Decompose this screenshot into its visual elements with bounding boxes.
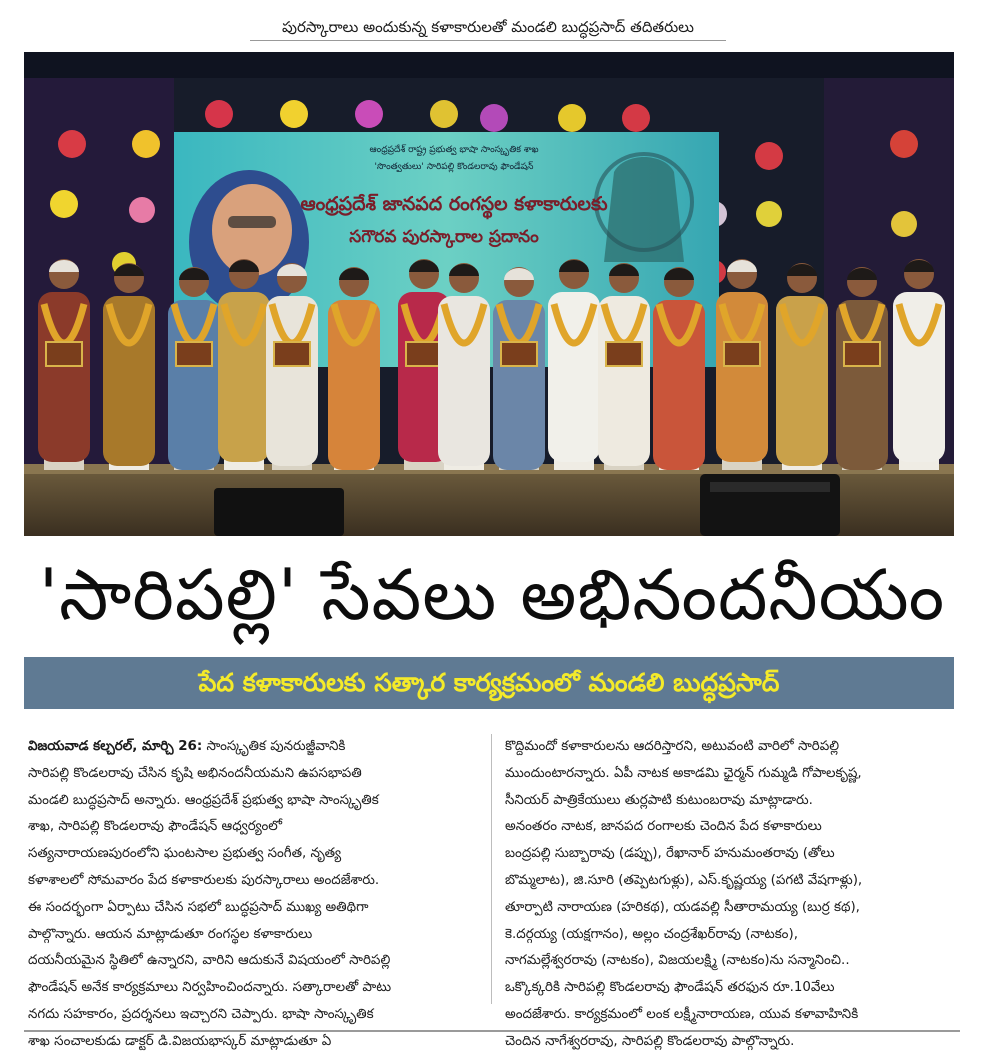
article-line: చెందిన నాగేశ్వరరావు, సారిపల్లి కొండలరావు పాల్గొన్నారు. (505, 1033, 795, 1049)
article-line: ఒక్కొక్కరికి సారిపల్లి కొండలరావు ఫౌండేషన్ తరఫున రూ.10వేలు (505, 980, 835, 996)
article-line: కొద్దిమందో కళాకారులను ఆదరిస్తారని, అటువంటి వారిలో సారిపల్లి (505, 739, 840, 754)
article-line: ఫౌండేషన్ అనేక కార్యక్రమాలు నిర్వహించిందన్నారు. సత్కారాలతో పాటు (28, 980, 392, 996)
banner-title: ఆంధ్రప్రదేశ్ జానపద రంగస్థల కళాకారులకు (300, 193, 608, 215)
article-line: శాఖ, సారిపల్లి కొండలరావు ఫౌండేషన్ ఆధ్వర్యంలో (28, 819, 283, 835)
dateline: విజయవాడ కల్చరల్, మార్చి 26: (28, 739, 203, 754)
article-line: దయనీయమైన స్థితిలో ఉన్నారని, వారిని ఆదుకునే విషయంలో సారిపల్లి (28, 953, 391, 969)
banner-subtitle: సగౌరవ పురస్కారాల ప్రదానం (349, 227, 539, 247)
article-line: మండలి బుద్ధప్రసాద్ అన్నారు. ఆంధ్రప్రదేశ్ ప్రభుత్వ భాషా సాంస్కృతిక (28, 792, 379, 808)
article-line: తూర్పాటి నారాయణ (హరికథ), యడవల్లి సీతారామయ్య (బుర్ర కథ), (505, 899, 860, 915)
subheadline-band (24, 657, 954, 709)
article-line: శాఖ సంచాలకుడు డాక్టర్ డి.విజయభాస్కర్ మాట్లాడుతూ ఏ (28, 1033, 332, 1049)
article-line: బొమ్మలాట), జి.సూరి (తప్పెటగుళ్లు), ఎస్.కృష్ణయ్య (పగటి వేషగాళ్లు), (505, 872, 863, 888)
article-line: ఈ సందర్భంగా ఏర్పాటు చేసిన సభలో బుద్ధప్రసాద్ ముఖ్య అతిథిగా (28, 899, 369, 915)
banner-line-1: ఆంధ్రప్రదేశ్ రాష్ట్ర ప్రభుత్వ భాషా సాంస్కృతిక శాఖ (369, 145, 539, 155)
article-line: నాగమల్లేశ్వరరావు (నాటకం), విజయలక్ష్మి (నాటకం)ను సన్మానించి.. (505, 953, 850, 969)
event-photo (24, 52, 954, 536)
banner-line-2: 'సొంత్వతులు' సారిపల్లి కొండలరావు ఫౌండేషన్ (374, 162, 534, 172)
photo-caption: పురస్కారాలు అందుకున్న కళాకారులతో మండలి బుద్ధప్రసాద్ తదితరులు (250, 14, 726, 41)
article-line: అందజేశారు. కార్యక్రమంలో లంక లక్ష్మీనారాయణ, యువ కళావాహినికి (505, 1006, 859, 1022)
article-lead: సాంస్కృతిక పునరుజ్జీవానికి (202, 739, 346, 754)
column-divider (491, 734, 492, 1004)
article-line: పాల్గొన్నారు. ఆయన మాట్లాడుతూ రంగస్థల కళాకారులు (28, 926, 313, 942)
article-line: ముందుంటారన్నారు. ఏపీ నాటక అకాడమి ఛైర్మన్ గుమ్మడి గోపాలకృష్ణ, (505, 765, 862, 781)
article-column-right (505, 734, 957, 1056)
subheadline: పేద కళాకారులకు సత్కార కార్యక్రమంలో మండలి బుద్ధప్రసాద్ (198, 668, 780, 697)
bottom-rule (24, 1030, 960, 1032)
headline: 'సారిపల్లి' సేవలు అభినందనీయం (38, 554, 946, 636)
article-line: అనంతరం నాటక, జానపద రంగాలకు చెందిన పేద కళాకారులు (505, 819, 822, 835)
article-first-line (28, 734, 480, 761)
article-line: నగదు సహకారం, ప్రదర్శనలు ఇచ్చారని చెప్పారు. భాషా సాంస్కృతిక (28, 1006, 374, 1022)
article-line: కె.దర్గయ్య (యక్షగానం), అల్లం చంద్రశేఖర్‌రావు (నాటకం), (505, 926, 798, 942)
article-line: సీనియర్ పాత్రికేయులు తుర్లపాటి కుటుంబరావు మాట్లాడారు. (505, 792, 813, 808)
article-column-left (28, 734, 480, 1056)
article-line: కళాశాలలో సోమవారం పేద కళాకారులకు పురస్కారాలు అందజేశారు. (28, 872, 380, 888)
article-line: సత్యనారాయణపురంలోని ఘంటసాల ప్రభుత్వ సంగీత, నృత్య (28, 846, 342, 862)
article-line: బంద్రపల్లి సుబ్బారావు (డప్పు), రేఖానార్ హనుమంతరావు (తోలు (505, 846, 835, 862)
article-line: సారిపల్లి కొండలరావు చేసిన కృషి అభినందనీయమని ఉపసభాపతి (28, 765, 362, 781)
